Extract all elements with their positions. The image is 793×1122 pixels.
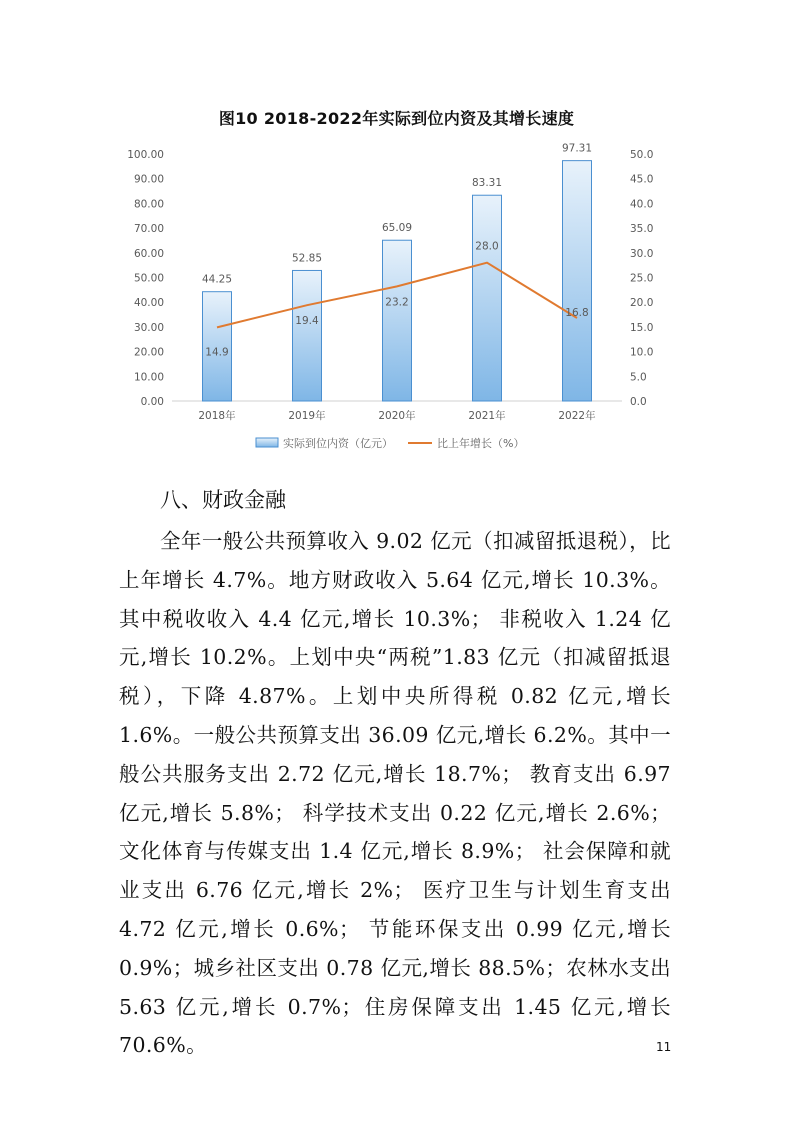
right-tick-label: 0.0 xyxy=(630,396,647,408)
investment-chart xyxy=(0,0,793,470)
left-tick-label: 30.00 xyxy=(133,321,164,334)
bar xyxy=(383,240,412,401)
category-label: 2020年 xyxy=(378,410,416,422)
right-tick-label: 45.0 xyxy=(630,173,654,186)
legend-line-label: 比上年增长（%） xyxy=(437,437,525,450)
bar xyxy=(293,270,322,401)
right-tick-label: 20.0 xyxy=(630,297,654,310)
page-number: 11 xyxy=(656,1040,672,1054)
left-tick-label: 70.00 xyxy=(133,223,164,236)
right-tick-label: 35.0 xyxy=(630,223,654,236)
bar-value-label: 83.31 xyxy=(471,177,503,190)
growth-value-label: 23.2 xyxy=(385,296,409,309)
right-tick-label: 5.0 xyxy=(630,371,647,384)
category-label: 2019年 xyxy=(288,410,326,422)
right-tick-label: 25.0 xyxy=(630,272,654,285)
category-label: 2018年 xyxy=(198,410,236,422)
left-tick-label: 60.00 xyxy=(133,247,164,260)
bar-value-label: 65.09 xyxy=(381,222,413,235)
left-tick-label: 90.00 xyxy=(133,173,164,186)
bar xyxy=(473,195,502,401)
bar-value-label: 52.85 xyxy=(291,252,323,265)
left-tick-label: 0.00 xyxy=(140,396,164,408)
growth-value-label: 19.4 xyxy=(295,315,319,328)
growth-value-label: 28.0 xyxy=(475,240,499,253)
growth-value-label: 16.8 xyxy=(565,307,589,320)
bar xyxy=(563,161,592,401)
right-tick-label: 15.0 xyxy=(630,321,654,334)
right-tick-label: 30.0 xyxy=(630,247,654,260)
left-tick-label: 50.00 xyxy=(133,272,164,285)
right-tick-label: 10.0 xyxy=(630,346,654,359)
bar-value-label: 44.25 xyxy=(201,273,233,286)
body-paragraph: 全年一般公共预算收入 9.02 亿元（扣减留抵退税），比上年增长 4.7%。地方财政收入 5.64 亿元,增长 10.3%。其中税收收入 4.4 亿元,增长 10.3%； 非税收入 1.24 亿元,增长 10.2%。上划中央“两税”1.83 亿元（扣减留抵退税），下降 4.87%。上划中央所得税 0.82 亿元,增长 1.6%。一般公共预算支出 36.09 亿元,增长 6.2%。其中一般公共服务支出 2.72 亿元,增长 18.7%； 教育支出 6.97 亿元,增长 5.8%； 科学技术支出 0.22 亿元,增长 2.6%；文化体育与传媒支出 1.4 亿元,增长 8.9%； 社会保障和就业支出 6.76 亿元,增长 2%； 医疗卫生与计划生育支出 4.72 亿元,增长 0.6%； 节能环保支出 0.99 亿元,增长 0.9%；城乡社区支出 0.78 亿元,增长 88.5%；农林水支出 5.63 亿元,增长 0.7%；住房保障支出 1.45 亿元,增长 70.6%。 xyxy=(119,529,671,1058)
legend-bar-swatch xyxy=(256,438,278,447)
category-label: 2021年 xyxy=(468,410,506,422)
bar-value-label: 97.31 xyxy=(561,142,593,155)
left-tick-label: 20.00 xyxy=(133,346,164,359)
right-tick-label: 50.0 xyxy=(630,149,654,161)
chart-title: 图10 2018-2022年实际到位内资及其增长速度 xyxy=(218,109,575,128)
right-y-axis xyxy=(630,149,653,408)
legend-bar-label: 实际到位内资（亿元） xyxy=(283,437,393,450)
left-tick-label: 80.00 xyxy=(133,198,164,211)
left-tick-label: 40.00 xyxy=(133,297,164,310)
left-tick-label: 100.00 xyxy=(127,149,164,161)
left-tick-label: 10.00 xyxy=(133,371,164,384)
category-label: 2022年 xyxy=(558,410,596,422)
bar-series xyxy=(202,143,592,401)
chart-legend xyxy=(256,436,524,450)
left-y-axis xyxy=(127,149,164,408)
growth-value-label: 14.9 xyxy=(205,346,229,359)
right-tick-label: 40.0 xyxy=(630,198,654,211)
section-heading: 八、财政金融 xyxy=(160,488,286,512)
x-axis-categories xyxy=(198,409,596,422)
